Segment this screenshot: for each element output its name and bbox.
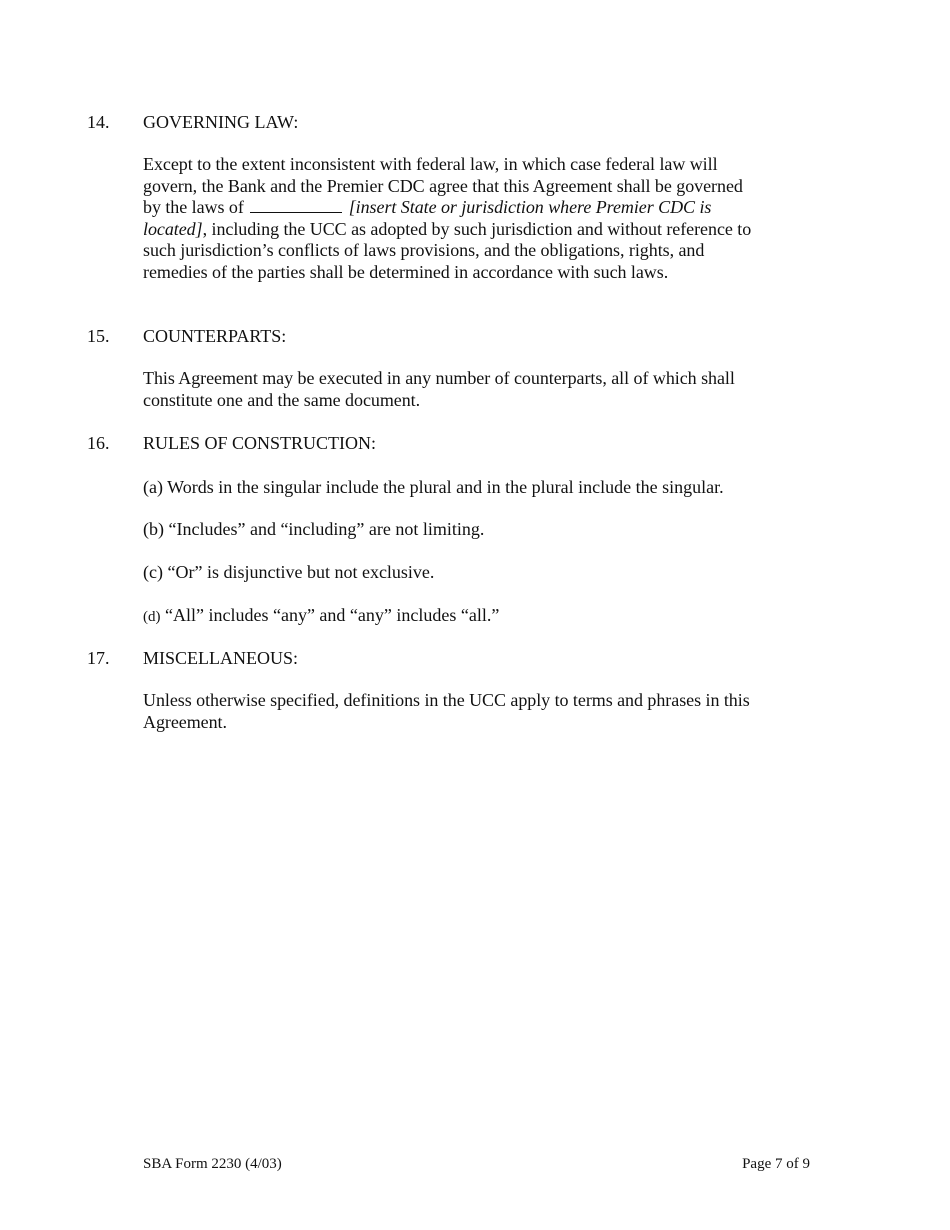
section-title: MISCELLANEOUS: bbox=[143, 648, 299, 668]
paragraph-text: Except to the extent inconsistent with federal law, in which case federal law will govern, the Bank and the Premier CDC agree that this Agreement shall be governed by the laws of bbox=[143, 154, 743, 217]
page-number: Page 7 of 9 bbox=[742, 1156, 810, 1172]
list-item bbox=[143, 561, 783, 583]
list-marker: (c) bbox=[143, 562, 163, 582]
list-item-text: “All” includes “any” and “any” includes “all.” bbox=[165, 605, 500, 625]
form-identifier: SBA Form 2230 (4/03) bbox=[143, 1156, 282, 1172]
fill-in-blank bbox=[250, 197, 342, 213]
list-item bbox=[143, 604, 783, 628]
list-item-text: Words in the singular include the plural and in the plural include the singular. bbox=[167, 477, 724, 497]
section-title: GOVERNING LAW: bbox=[143, 112, 299, 132]
list-item bbox=[143, 476, 783, 498]
section-14-paragraph bbox=[143, 154, 753, 283]
section-title: RULES OF CONSTRUCTION: bbox=[143, 433, 377, 453]
list-item-text: “Includes” and “including” are not limiting. bbox=[168, 519, 485, 539]
section-title: COUNTERPARTS: bbox=[143, 326, 287, 346]
bracketed-instruction: [insert State or jurisdiction where Premier CDC is located] bbox=[143, 197, 712, 239]
list-marker: (b) bbox=[143, 519, 164, 539]
list-marker: (d) bbox=[143, 609, 161, 625]
section-number: 14. bbox=[87, 112, 110, 132]
section-17-paragraph: Unless otherwise specified, definitions in the UCC apply to terms and phrases in this Agreement. bbox=[143, 690, 750, 732]
section-15-paragraph: This Agreement may be executed in any number of counterparts, all of which shall constitute one and the same document. bbox=[143, 368, 735, 410]
section-number: 15. bbox=[87, 326, 110, 346]
paragraph-text-continued: , including the UCC as adopted by such jurisdiction and without reference to such jurisdiction’s conflicts of laws provisions, and the obligations, rights, and remedies of the parties shall be determined in accordance with such laws. bbox=[143, 218, 752, 282]
list-marker: (a) bbox=[143, 477, 163, 497]
section-number: 16. bbox=[87, 433, 110, 453]
section-number: 17. bbox=[87, 648, 110, 668]
list-item bbox=[143, 518, 783, 540]
list-item-text: “Or” is disjunctive but not exclusive. bbox=[167, 562, 435, 582]
